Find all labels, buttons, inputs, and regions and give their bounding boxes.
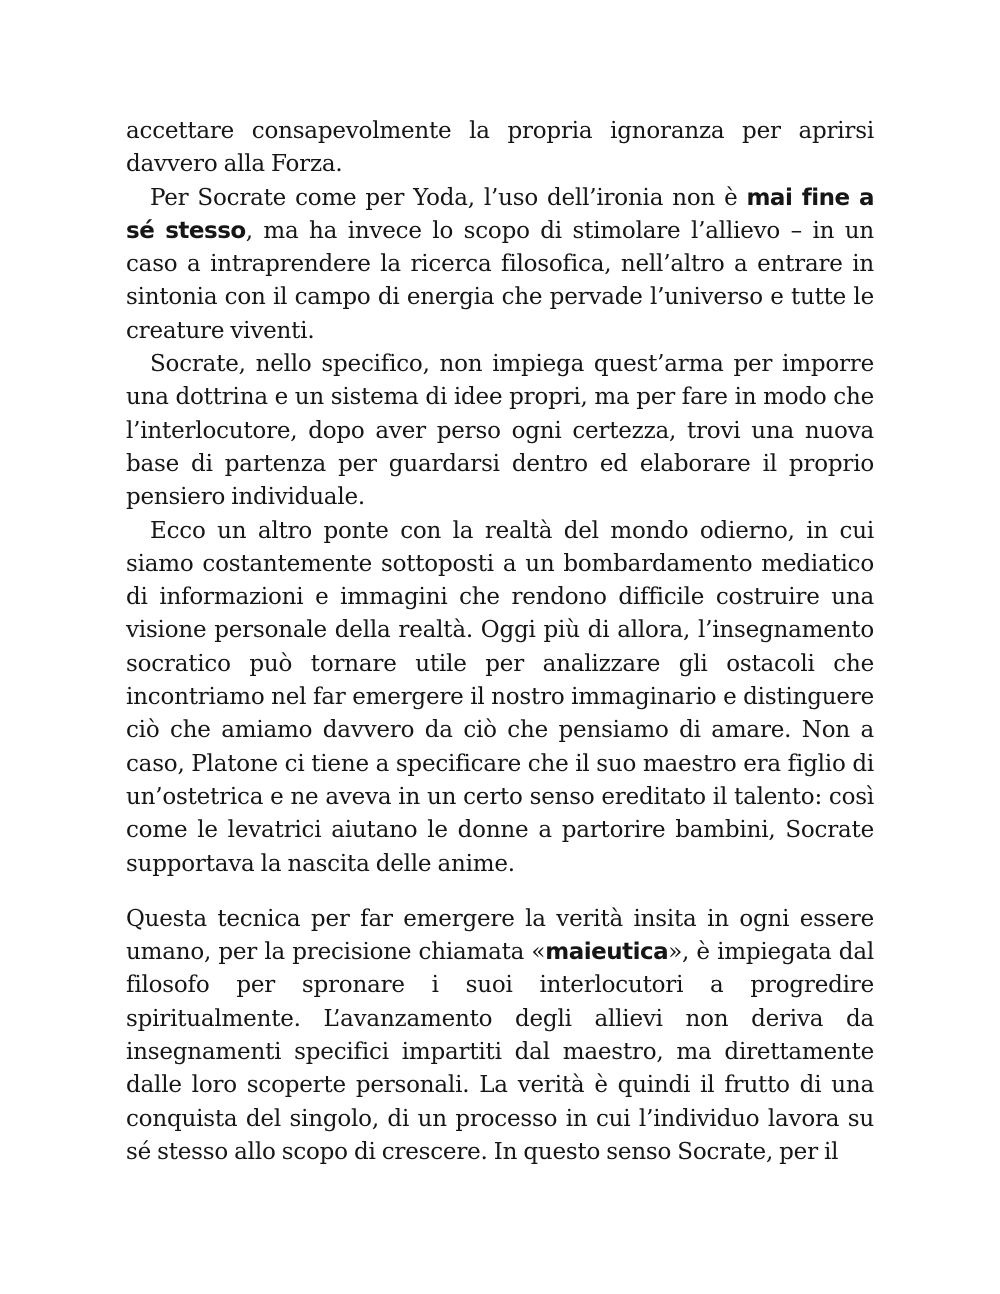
bold-emphasis: maieutica xyxy=(545,939,669,966)
paragraph-text: Socrate, nello specifico, non impiega quest’arma per imporre una dottrina e un sistema di idee propri, ma per fare in modo che l’interlocutore, dopo aver perso ogni certezza, trovi una nuova base di partenza per guardarsi dentro ed elaborare il proprio pensiero individuale. xyxy=(126,351,874,511)
paragraph-text: accettare consapevolmente la propria ignoranza per aprirsi davvero alla Forza. xyxy=(126,118,874,178)
paragraph-3 xyxy=(126,348,874,514)
paragraph-text: Ecco un altro ponte con la realtà del mondo odierno, in cui siamo costantemente sottoposti a un bombardamento mediatico di informazioni e immagini che rendono difficile costruire una visione personale della realtà. Oggi più di allora, l’insegnamento socratico può tornare utile per analizzare gli ostacoli che incontriamo nel far emergere il nostro immaginario e distinguere ciò che amiamo davvero da ciò che pensiamo di amare. Non a caso, Platone ci tiene a specificare che il suo maestro era figlio di un’ostetrica e ne aveva in un certo senso ereditato il talento: così come le levatrici aiutano le donne a partorire bambini, Socrate supportava la nascita delle anime. xyxy=(126,517,874,877)
paragraph-text: », è impiegata dal filosofo per spronare i suoi interlocutori a progredire spiritualmente. L’avanzamento degli allievi non deriva da insegnamenti specifici impartiti dal maestro, ma direttamente dalle loro scoperte personali. La verità è quindi il frutto di una conquista del singolo, di un processo in cui l’individuo lavora su sé stesso allo scopo di crescere. In questo senso Socrate, per il xyxy=(126,939,874,1165)
paragraph-text: , ma ha invece lo scopo di stimolare l’allievo – in un caso a intraprendere la ricerca filosofica, nell’altro a entrare in sintonia con il campo di energia che pervade l’universo e tutte le creature viventi. xyxy=(126,217,875,344)
paragraph-5 xyxy=(126,903,874,1169)
paragraph-text: Per Socrate come per Yoda, l’uso dell’ironia non è xyxy=(150,184,747,211)
paragraph-1 xyxy=(126,115,874,182)
paragraph-text: Questa tecnica per far emergere la verità insita in ogni essere umano, per la precisione chiamata « xyxy=(126,905,874,966)
page-body xyxy=(126,115,874,1169)
bold-emphasis: mai fine a sé stesso xyxy=(126,184,874,244)
paragraph-2 xyxy=(126,182,874,348)
paragraph-4 xyxy=(126,515,874,881)
